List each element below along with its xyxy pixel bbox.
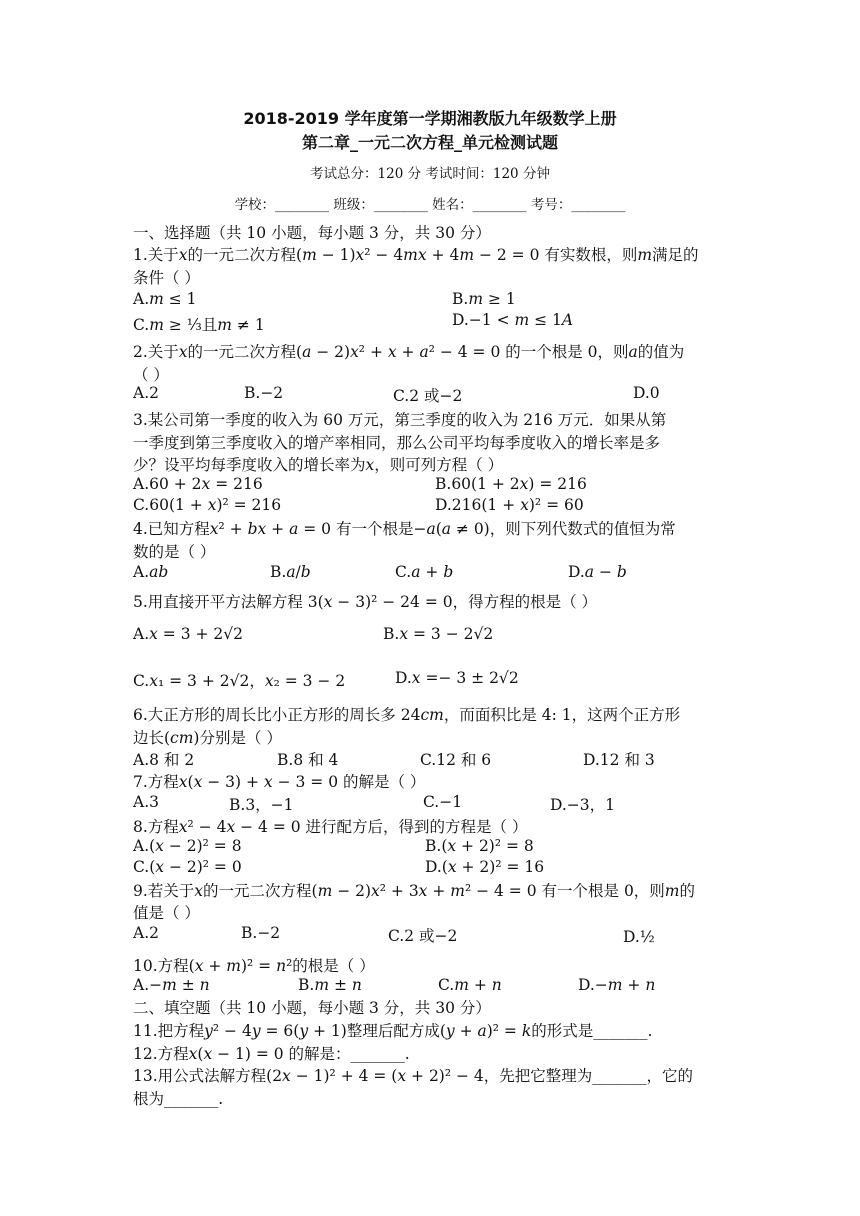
q7-option-c: C.−1 <box>423 793 463 811</box>
q4-option-a: A.𝑎𝑏 <box>133 563 169 581</box>
q7-option-d: D.−3，1 <box>550 796 616 814</box>
question-7-text: 7.方程𝑥(𝑥 − 3) + 𝑥 − 3 = 0 的解是（ ） <box>133 773 426 791</box>
q4-option-c: C.𝑎 + 𝑏 <box>395 563 454 581</box>
question-4-text-cont: 数的是（ ） <box>133 543 216 561</box>
q10-option-a: A.−𝑚 ± 𝑛 <box>133 976 210 994</box>
q3-option-d: D.216(1 + 𝑥)² = 60 <box>435 496 584 514</box>
student-info: 学校：________ 班级：________ 姓名：________ 考号：________ <box>234 197 626 213</box>
q1-option-c: C.𝑚 ≥ ⅓且𝑚 ≠ 1 <box>133 316 265 334</box>
q5-option-d: D.𝑥 =− 3 ± 2√2 <box>395 669 519 687</box>
q3-option-b: B.60(1 + 2𝑥) = 216 <box>435 475 587 493</box>
q5-option-a: A.𝑥 = 3 + 2√2 <box>133 625 244 643</box>
q9-option-a: A.2 <box>133 924 159 942</box>
question-3-text-cont1: 一季度到第三季度收入的增产率相同，那么公司平均每季度收入的增长率是多 <box>133 434 661 452</box>
q7-option-b: B.3，−1 <box>229 796 294 814</box>
q9-option-c: C.2 或−2 <box>388 927 458 945</box>
question-11-text: 11.把方程𝑦² − 4𝑦 = 6(𝑦 + 1)整理后配方成(𝑦 + 𝑎)² = 𝑘的形式是_______. <box>133 1022 653 1040</box>
q2-option-d: D.0 <box>633 384 660 402</box>
q9-option-b: B.−2 <box>241 924 281 942</box>
q6-option-d: D.12 和 3 <box>583 751 655 769</box>
question-6-text-cont: 边长(𝑐𝑚)分别是（ ） <box>133 729 282 747</box>
q6-option-c: C.12 和 6 <box>420 751 492 769</box>
q8-option-b: B.(𝑥 + 2)² = 8 <box>425 837 534 855</box>
q2-option-c: C.2 或−2 <box>393 387 463 405</box>
question-9-text: 9.若关于𝑥的一元二次方程(𝑚 − 2)𝑥² + 3𝑥 + 𝑚² − 4 = 0 有一个根是 0，则𝑚的 <box>133 882 695 900</box>
q5-option-c: C.𝑥₁ = 3 + 2√2，𝑥₂ = 3 − 2 <box>133 672 346 690</box>
q2-option-a: A.2 <box>133 384 159 402</box>
section-heading-fill: 二、填空题（共 10 小题，每小题 3 分，共 30 分） <box>133 999 491 1017</box>
q9-option-d: D.½ <box>623 928 655 946</box>
question-6-text: 6.大正方形的周长比小正方形的周长多 24𝑐𝑚，而面积比是 4: 1，这两个正方形 <box>133 706 681 724</box>
q2-option-b: B.−2 <box>244 384 284 402</box>
question-1-text: 1.关于𝑥的一元二次方程(𝑚 − 1)𝑥² − 4𝑚𝑥 + 4𝑚 − 2 = 0 有实数根，则𝑚满足的 <box>133 246 699 264</box>
q7-option-a: A.3 <box>133 793 159 811</box>
q4-option-d: D.𝑎 − 𝑏 <box>568 563 627 581</box>
question-9-text-cont: 值是（ ） <box>133 904 200 922</box>
question-3-text-cont2: 少？设平均每季度收入的增长率为𝑥，则可列方程（ ） <box>133 456 504 474</box>
question-1-text-cont: 条件（ ） <box>133 269 200 287</box>
exam-subtitle: 第二章_一元二次方程_单元检测试题 <box>301 133 558 152</box>
q10-option-d: D.−𝑚 + 𝑛 <box>578 976 656 994</box>
question-12-text: 12.方程𝑥(𝑥 − 1) = 0 的解是：_______. <box>133 1045 410 1063</box>
question-10-text: 10.方程(𝑥 + 𝑚)² = 𝑛²的根是（ ） <box>133 957 375 975</box>
section-heading-choice: 一、选择题（共 10 小题，每小题 3 分，共 30 分） <box>133 224 491 242</box>
q8-option-d: D.(𝑥 + 2)² = 16 <box>425 858 545 876</box>
q8-option-c: C.(𝑥 − 2)² = 0 <box>133 858 242 876</box>
question-8-text: 8.方程𝑥² − 4𝑥 − 4 = 0 进行配方后，得到的方程是（ ） <box>133 818 528 836</box>
q6-option-a: A.8 和 2 <box>133 751 195 769</box>
question-2-text-cont: （ ） <box>133 366 169 384</box>
question-2-text: 2.关于𝑥的一元二次方程(𝑎 − 2)𝑥² + 𝑥 + 𝑎² − 4 = 0 的一个根是 0，则𝑎的值为 <box>133 343 685 361</box>
q1-option-b: B.𝑚 ≥ 1 <box>452 290 516 308</box>
q1-option-a: A.𝑚 ≤ 1 <box>133 290 197 308</box>
q5-option-b: B.𝑥 = 3 − 2√2 <box>383 625 494 643</box>
q4-option-b: B.𝑎/𝑏 <box>270 563 311 581</box>
exam-title: 2018-2019 学年度第一学期湘教版九年级数学上册 <box>243 109 617 128</box>
question-13-text-cont: 根为_______. <box>133 1090 224 1108</box>
question-13-text: 13.用公式法解方程(2𝑥 − 1)² + 4 = (𝑥 + 2)² − 4，先把它整理为_______，它的 <box>133 1067 694 1085</box>
q6-option-b: B.8 和 4 <box>277 751 339 769</box>
q3-option-a: A.60 + 2𝑥 = 216 <box>133 475 263 493</box>
exam-info: 考试总分：120 分 考试时间：120 分钟 <box>310 166 550 182</box>
question-3-text: 3.某公司第一季度的收入为 60 万元，第三季度的收入为 216 万元．如果从第 <box>133 411 667 429</box>
question-5-text: 5.用直接开平方法解方程 3(𝑥 − 3)² − 24 = 0，得方程的根是（ ） <box>133 593 598 611</box>
q3-option-c: C.60(1 + 𝑥)² = 216 <box>133 496 282 514</box>
q8-option-a: A.(𝑥 − 2)² = 8 <box>133 837 242 855</box>
q1-option-d: D.−1 < 𝑚 ≤ 1𝐴 <box>452 311 574 329</box>
q10-option-b: B.𝑚 ± 𝑛 <box>298 976 362 994</box>
question-4-text: 4.已知方程𝑥² + 𝑏𝑥 + 𝑎 = 0 有一个根是−𝑎(𝑎 ≠ 0)，则下列代数式的值恒为常 <box>133 520 676 538</box>
q10-option-c: C.𝑚 + 𝑛 <box>438 976 502 994</box>
